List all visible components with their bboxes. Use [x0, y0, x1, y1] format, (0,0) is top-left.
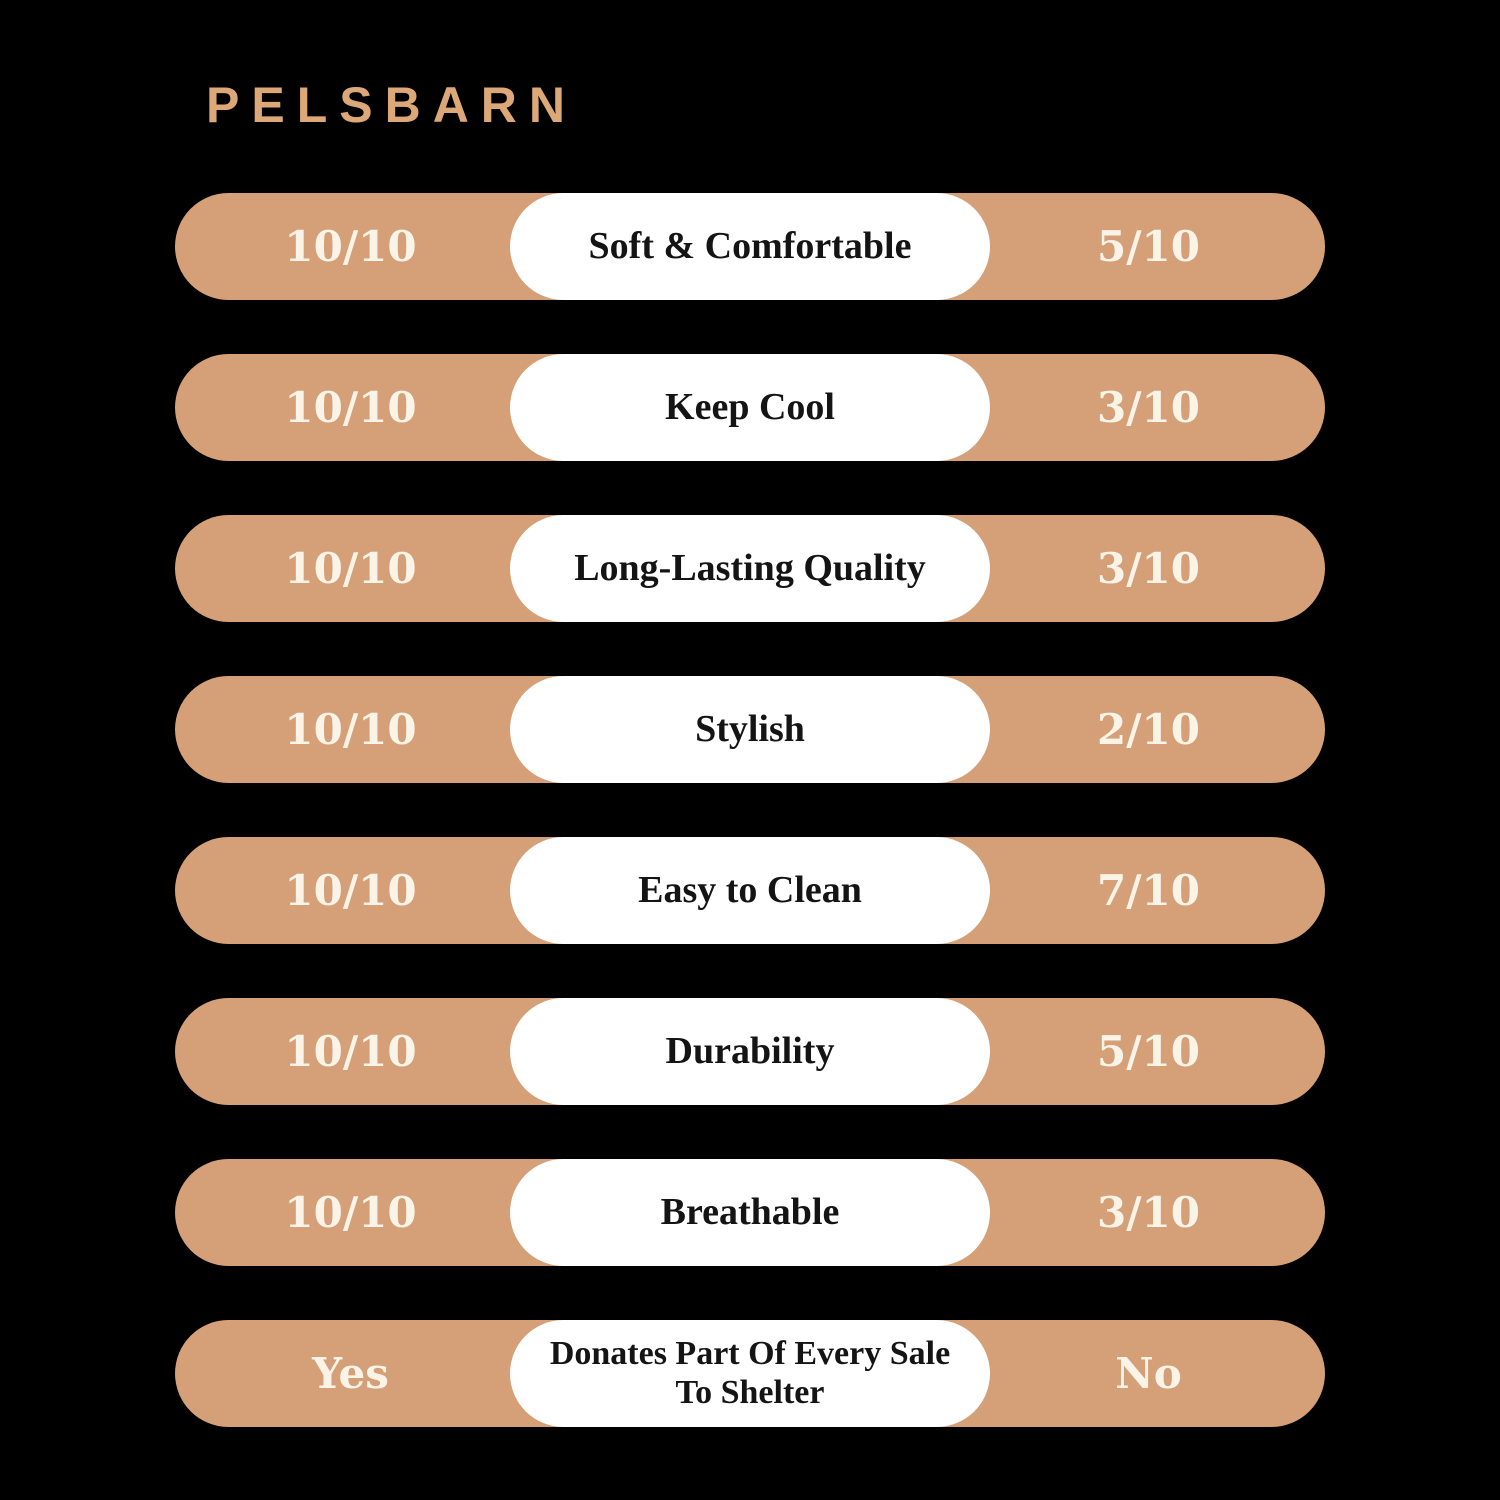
left-score: Yes: [312, 1349, 389, 1398]
row-easy-to-clean: [175, 837, 1325, 944]
left-score: 10/10: [284, 1188, 417, 1237]
row-donates-to-shelter: [175, 1320, 1325, 1427]
feature-label: Breathable: [660, 1191, 840, 1234]
feature-label: Durability: [665, 1030, 835, 1073]
right-score: 5/10: [1096, 1027, 1200, 1076]
right-score-zone: [990, 1188, 1325, 1237]
feature-pill: [510, 837, 990, 944]
row-keep-cool: [175, 354, 1325, 461]
right-score: 2/10: [1096, 705, 1200, 754]
feature-label: Soft & Comfortable: [588, 225, 912, 268]
right-score: 7/10: [1096, 866, 1200, 915]
feature-pill: [510, 193, 990, 300]
right-score-zone: [990, 866, 1325, 915]
row-long-lasting-quality: [175, 515, 1325, 622]
right-score-zone: [990, 1349, 1325, 1398]
row-breathable: [175, 1159, 1325, 1266]
right-score: 3/10: [1096, 1188, 1200, 1237]
right-score: 5/10: [1096, 222, 1200, 271]
right-score: 3/10: [1096, 544, 1200, 593]
left-score-zone: [175, 866, 510, 915]
feature-pill: [510, 354, 990, 461]
brand-title: PELSBARN: [206, 77, 578, 133]
feature-label: Long-Lasting Quality: [574, 547, 926, 590]
left-score: 10/10: [284, 544, 417, 593]
left-score-zone: [175, 544, 510, 593]
feature-pill: [510, 676, 990, 783]
left-score: 10/10: [284, 866, 417, 915]
left-score-zone: [175, 705, 510, 754]
left-score-zone: [175, 1027, 510, 1076]
row-stylish: [175, 676, 1325, 783]
feature-label: Stylish: [695, 708, 805, 751]
row-soft-comfortable: [175, 193, 1325, 300]
comparison-rows: [175, 193, 1325, 1427]
left-score: 10/10: [284, 1027, 417, 1076]
feature-pill: [510, 1320, 990, 1427]
left-score-zone: [175, 222, 510, 271]
feature-pill: [510, 515, 990, 622]
right-score-zone: [990, 383, 1325, 432]
right-score-zone: [990, 1027, 1325, 1076]
left-score-zone: [175, 1188, 510, 1237]
right-score: 3/10: [1096, 383, 1200, 432]
right-score: No: [1115, 1349, 1182, 1398]
feature-label: Easy to Clean: [638, 869, 862, 912]
left-score-zone: [175, 1349, 510, 1398]
left-score: 10/10: [284, 222, 417, 271]
left-score: 10/10: [284, 705, 417, 754]
feature-pill: [510, 1159, 990, 1266]
feature-label: Keep Cool: [665, 386, 835, 429]
row-durability: [175, 998, 1325, 1105]
feature-pill: [510, 998, 990, 1105]
right-score-zone: [990, 705, 1325, 754]
right-score-zone: [990, 222, 1325, 271]
left-score-zone: [175, 383, 510, 432]
left-score: 10/10: [284, 383, 417, 432]
right-score-zone: [990, 544, 1325, 593]
feature-label: Donates Part Of Every Sale To Shelter: [549, 1335, 951, 1411]
